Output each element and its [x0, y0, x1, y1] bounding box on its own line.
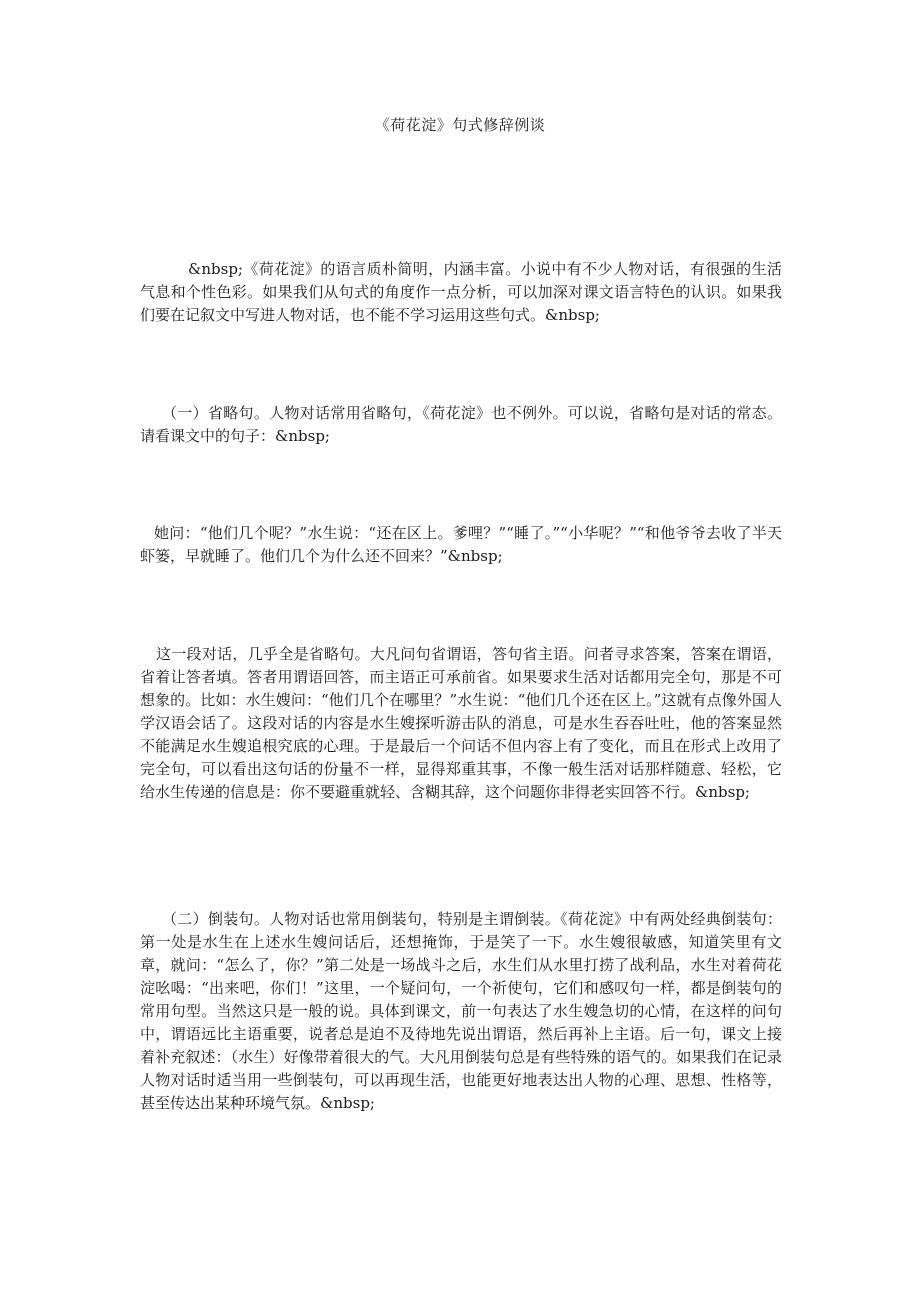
document-title: 《荷花淀》句式修辞例谈 [374, 116, 546, 134]
paragraph-dialogue-quote: 她问：“他们几个呢？”水生说：“还在区上。爹哩？”“睡了。”“小华呢？”“和他爷爷去收了半天虾篓，早就睡了。他们几个为什么还不回来？”&nbsp; [140, 524, 782, 565]
paragraph-inversion: （二）倒装句。人物对话也常用倒装句，特别是主谓倒装。《荷花淀》中有两处经典倒装句：第一处是水生在上述水生嫂问话后，还想掩饰，于是笑了一下。水生嫂很敏感，知道笑里有文章，就问：“怎么了，你？”第二处是一场战斗之后，水生们从水里打捞了战利品，水生对着荷花淀吆喝：“出来吧，你们！”这里，一个疑问句，一个祈使句，它们和感叹句一样，都是倒装句的常用句型。当然这只是一般的说。具体到课文，前一句表达了水生嫂急切的心情，在这样的问句中，谓语远比主语重要，说者总是迫不及待地先说出谓语，然后再补上主语。后一句，课文上接着补充叙述：（水生）好像带着很大的气。大凡用倒装句总是有些特殊的语气的。如果我们在记录人物对话时适当用一些倒装句，可以再现生活，也能更好地表达出人物的心理、思想、性格等，甚至传达出某种环境气氛。&nbsp; [140, 910, 782, 1112]
paragraph-intro: &nbsp;《荷花淀》的语言质朴简明，内涵丰富。小说中有不少人物对话，有很强的生活气息和个性色彩。如果我们从句式的角度作一点分析，可以加深对课文语言特色的认识。如果我们要在记叙文中写进人物对话，也不能不学习运用这些句式。&nbsp; [140, 260, 782, 324]
paragraph-ellipsis-analysis: 这一段对话，几乎全是省略句。大凡问句省谓语，答句省主语。问者寻求答案，答案在谓语，省着让答者填。答者用谓语回答，而主语正可承前省。如果要求生活对话都用完全句，那是不可想象的。比如：水生嫂问：“他们几个在哪里？”水生说：“他们几个还在区上。”这就有点像外国人学汉语会话了。这段对话的内容是水生嫂探听游击队的消息，可是水生吞吞吐吐，他的答案显然不能满足水生嫂追根究底的心理。于是最后一个问话不但内容上有了变化，而且在形式上改用了完全句，可以看出这句话的份量不一样，显得郑重其事，不像一般生活对话那样随意、轻松，它给水生传递的信息是：你不要避重就轻、含糊其辞，这个问题你非得老实回答不行。&nbsp; [140, 645, 782, 801]
paragraph-ellipsis-heading: （一）省略句。人物对话常用省略句，《荷花淀》也不例外。可以说，省略句是对话的常态。请看课文中的句子：&nbsp; [140, 404, 782, 445]
